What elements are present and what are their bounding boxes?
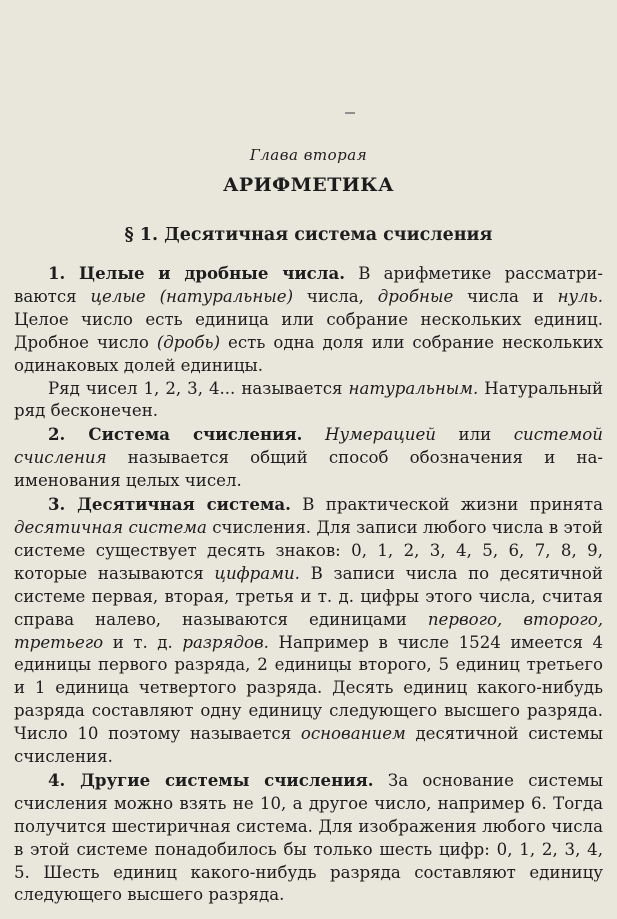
chapter-title: АРИФМЕТИКА: [222, 174, 395, 196]
chapter-label: Глава вторая: [249, 146, 368, 164]
paragraph-heading: 4. Другие системы счисления.: [48, 769, 374, 790]
body-text: [14, 262, 603, 907]
paragraph-heading: 1. Целые и дробные числа.: [48, 263, 345, 283]
paragraph-text: В записи числа по десятичной системе первая, вторая, третья и т. д. цифры этого числа, считая справа налево, называются единицами: [14, 563, 603, 629]
paragraph-text: называется общий способ обозначения и наименования целых чисел.: [14, 448, 603, 491]
emphasized-term: системой счисления: [14, 425, 603, 468]
paragraph-text: есть одна доля или собрание нескольких одинаковых долей единицы.: [14, 332, 603, 375]
emphasized-term: Нумерацией: [325, 425, 436, 445]
paragraph-text: Например в числе 1524 имеется 4 единицы первого разряда, 2 единицы второго, 5 единиц третьего и 1 единица четвертого разряда. Десять единиц какого-нибудь разряда составляют одну единицу следующего высшего разряда. Число 10 поэтому называется: [14, 632, 604, 744]
print-mark: [345, 112, 355, 114]
paragraph-text: В практической жизни принята: [290, 495, 603, 515]
paragraph-text: и т. д.: [103, 632, 183, 652]
emphasized-term: целые (натуральные): [90, 286, 294, 306]
paragraph-text: счисления. Для записи любого числа в этой системе существует десять знаков: 0, 1, 2, 3, 4, 5, 6, 7, 8, 9, которые называются: [14, 517, 603, 583]
paragraph-text: За основание системы счисления можно взять не 10, а другое число, например 6. Тогда получится шестиричная система. Для изображения любого числа в этой системе понадобилось бы только шесть цифр: 0, 1, 2, 3, 4, 5. Шесть единиц какого-нибудь разряда составляют единицу следующего высшего разряда.: [14, 770, 603, 905]
paragraph-text: Ряд чисел 1, 2, 3, 4... называется: [48, 378, 349, 398]
paragraph: [14, 378, 603, 424]
paragraph-text: Натуральный ряд бесконечен.: [14, 378, 604, 421]
emphasized-term: нуль.: [557, 286, 603, 306]
paragraph: [14, 423, 603, 493]
emphasized-term: разрядов.: [182, 632, 269, 652]
emphasized-term: (дробь): [156, 332, 221, 352]
paragraph-heading: 2. Система счисления.: [48, 424, 303, 445]
paragraph-text: или: [435, 425, 514, 445]
paragraph-text: десятичной системы счисления.: [14, 724, 603, 767]
emphasized-term: десятичная система: [14, 517, 207, 537]
emphasized-term: дробные: [377, 286, 454, 306]
paragraph-text: [302, 425, 325, 444]
paragraph: [14, 493, 603, 769]
emphasized-term: натуральным.: [348, 378, 479, 398]
paragraph-heading: 3. Десятичная система.: [48, 494, 291, 515]
section-heading: § 1. Десятичная система счисления: [124, 225, 493, 245]
emphasized-term: основанием: [300, 724, 406, 744]
emphasized-term: первого, второго, третьего: [14, 609, 603, 652]
paragraph-text: числа,: [293, 286, 378, 306]
paragraph-text: Целое число есть единица или собрание нескольких единиц. Дробное число: [14, 309, 603, 352]
emphasized-term: цифрами.: [214, 563, 300, 583]
paragraph: [14, 769, 603, 907]
paragraph-text: числа и: [453, 286, 558, 306]
paragraph: [14, 262, 603, 378]
paragraph-text: В арифметике рассматриваются: [14, 264, 603, 306]
